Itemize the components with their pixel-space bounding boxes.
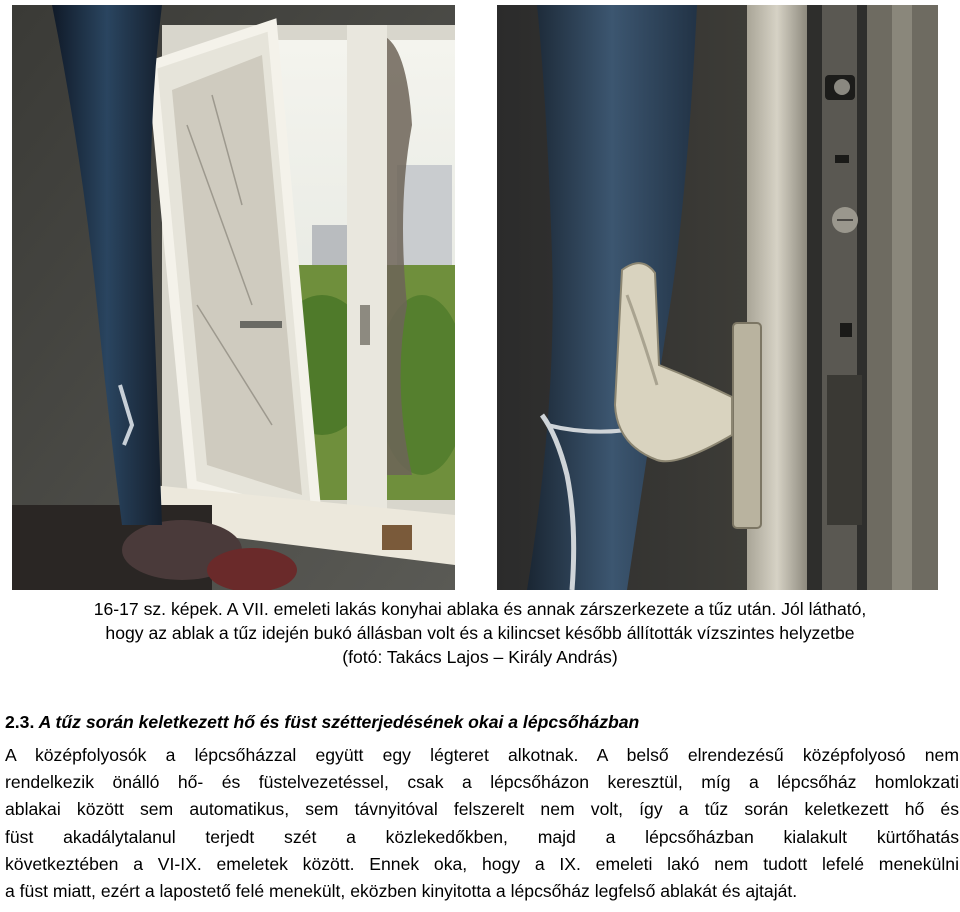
paragraph-line: a füst miatt, ezért a lapostető felé menekült, eközben kinyitotta a lépcsőház legfelső ablakát és ajtaját. [5, 880, 798, 901]
paragraph-line: A középfolyosók a lépcsőházzal együtt egy légteret alkotnak. A belső elrendezésű középfolyosó nem [5, 745, 959, 765]
caption-line: hogy az ablak a tűz idején bukó állásban volt és a kilincset később állították vízszintes helyzetbe [105, 623, 855, 643]
lock-photo-illustration [497, 5, 938, 590]
paragraph-line: következtében a VI-IX. emeletek között. Ennek oka, hogy a IX. emeleti lakó nem tudott lefelé menekülni [5, 853, 959, 874]
figure-caption [0, 597, 960, 669]
photo-burned-kitchen-window [12, 5, 455, 590]
window-photo-illustration [12, 5, 455, 590]
section-title: A tűz során keletkezett hő és füst szétterjedésének okai a lépcsőházban [38, 712, 640, 732]
photo-window-lock-mechanism [497, 5, 938, 590]
paragraph-line: rendelkezik önálló hő- és füstelvezetéssel, csak a lépcsőházon keresztül, míg a lépcsőház homlokzati [5, 772, 959, 793]
caption-line: 16-17 sz. képek. A VII. emeleti lakás konyhai ablaka és annak zárszerkezete a tűz után. Jól látható, [93, 599, 867, 619]
body-paragraph [5, 742, 959, 905]
caption-line: (fotó: Takács Lajos – Király András) [342, 647, 618, 667]
section-number: 2.3. [5, 712, 35, 732]
paragraph-line: füst akadálytalanul terjedt szét a közlekedőkben, majd a lépcsőházban kialakult kürtőhatás [5, 826, 959, 847]
paragraph-line: ablakai között sem automatikus, sem távnyitóval felszerelt nem volt, így a tűz során keletkezett hő és [5, 799, 959, 820]
section-heading [5, 712, 945, 733]
